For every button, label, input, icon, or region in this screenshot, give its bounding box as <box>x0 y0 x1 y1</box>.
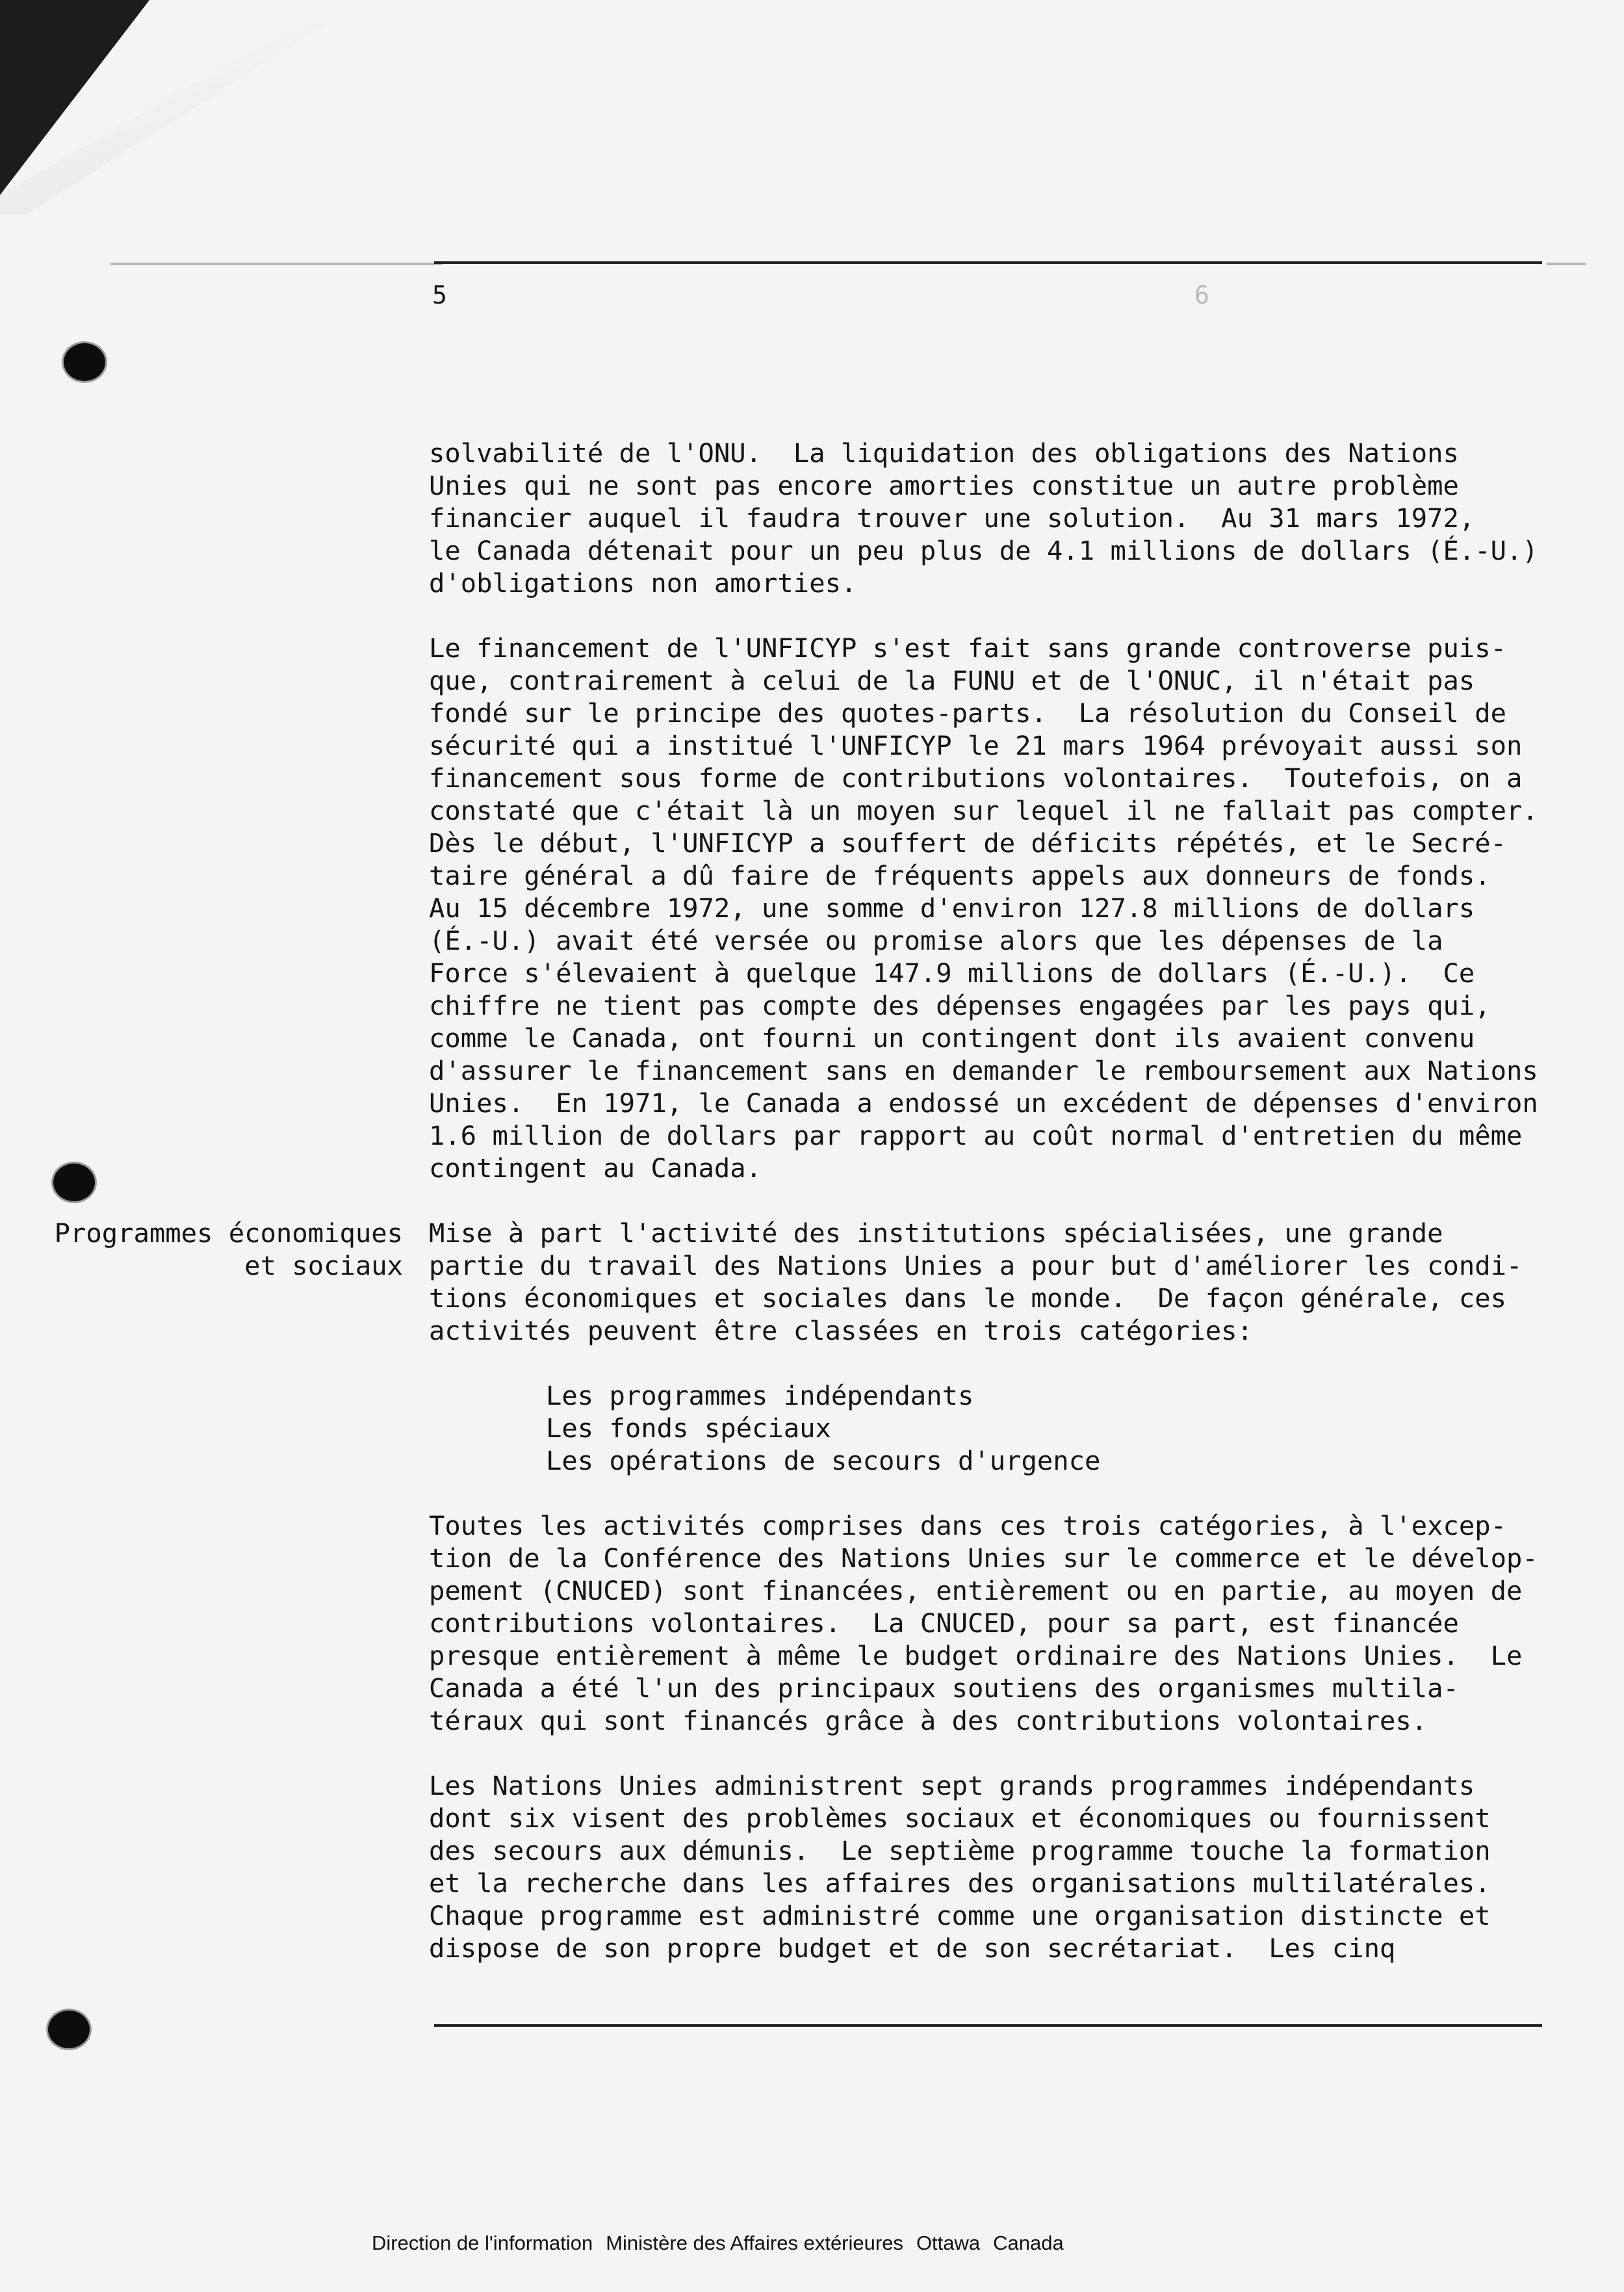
text-line: des secours aux démunis. Le septième programme touche la formation <box>429 1835 1491 1866</box>
text-line: d'assurer le financement sans en demander le remboursement aux Nations <box>429 1055 1538 1086</box>
header-rule <box>434 261 1542 264</box>
paragraph-unficyp <box>429 632 1599 1184</box>
margin-heading-line-2: et sociaux <box>244 1250 403 1281</box>
text-line: Toutes les activités comprises dans ces trois catégories, à l'excep- <box>429 1510 1507 1541</box>
text-line: Au 15 décembre 1972, une somme d'environ 127.8 millions de dollars <box>429 892 1475 924</box>
text-line: Canada a été l'un des principaux soutiens des organismes multila- <box>429 1673 1459 1704</box>
footer-rule <box>434 2024 1542 2027</box>
text-line: sécurité qui a institué l'UNFICYP le 21 mars 1964 prévoyait aussi son <box>429 730 1523 761</box>
text-line: Force s'élevaient à quelque 147.9 millions de dollars (É.-U.). Ce <box>429 957 1475 989</box>
facing-page-number: 6 <box>1194 281 1209 309</box>
text-line: financier auquel il faudra trouver une solution. Au 31 mars 1972, <box>429 502 1475 534</box>
text-line: Unies qui ne sont pas encore amorties constitue un autre problème <box>429 470 1459 501</box>
text-line: chiffre ne tient pas compte des dépenses engagées par les pays qui, <box>429 990 1491 1021</box>
text-line: d'obligations non amorties. <box>429 567 857 599</box>
list-item: Les opérations de secours d'urgence <box>546 1445 1101 1476</box>
text-line: contributions volontaires. La CNUCED, pour sa part, est financée <box>429 1608 1459 1639</box>
facing-page-rule <box>110 263 442 265</box>
text-line: Les Nations Unies administrent sept grands programmes indépendants <box>429 1770 1475 1801</box>
text-line: Mise à part l'activité des institutions spécialisées, une grande <box>429 1218 1443 1249</box>
paragraph-programmes-intro <box>429 1217 1599 1347</box>
text-line: Unies. En 1971, le Canada a endossé un excédent de dépenses d'environ <box>429 1087 1538 1119</box>
text-line: financement sous forme de contributions volontaires. Toutefois, on a <box>429 762 1523 794</box>
paragraph-cnuced <box>429 1509 1599 1737</box>
text-line: comme le Canada, ont fourni un contingent dont ils avaient convenu <box>429 1022 1475 1054</box>
text-line: et la recherche dans les affaires des organisations multilatérales. <box>429 1868 1491 1899</box>
text-line: Dès le début, l'UNFICYP a souffert de déficits répétés, et le Secré- <box>429 827 1507 859</box>
text-line: (É.-U.) avait été versée ou promise alors que les dépenses de la <box>429 925 1443 956</box>
margin-heading <box>39 1217 403 1282</box>
punch-hole-bottom <box>48 2011 90 2048</box>
margin-heading-line-1: Programmes économiques <box>54 1218 403 1249</box>
punch-hole-top <box>64 343 105 381</box>
text-line: tion de la Conférence des Nations Unies sur le commerce et le dévelop- <box>429 1543 1538 1574</box>
body-text <box>429 437 1599 1997</box>
text-line: taire général a dû faire de fréquents appels aux donneurs de fonds. <box>429 860 1491 891</box>
text-line: Le financement de l'UNFICYP s'est fait sans grande controverse puis- <box>429 632 1507 664</box>
text-line: dont six visent des problèmes sociaux et économiques ou fournissent <box>429 1803 1491 1834</box>
page-number: 5 <box>432 281 447 309</box>
footer-direction: Direction de l'information <box>372 2232 593 2254</box>
text-line: constaté que c'était là un moyen sur lequel il ne fallait pas compter. <box>429 795 1538 826</box>
text-line: solvabilité de l'ONU. La liquidation des obligations des Nations <box>429 437 1459 469</box>
footer-country: Canada <box>993 2232 1064 2254</box>
text-line: que, contrairement à celui de la FUNU et de l'ONUC, il n'était pas <box>429 665 1475 696</box>
text-line: le Canada détenait pour un peu plus de 4.1 millions de dollars (É.-U.) <box>429 535 1538 566</box>
text-line: 1.6 million de dollars par rapport au coût normal d'entretien du même <box>429 1120 1523 1151</box>
publisher-footer <box>372 2232 1077 2255</box>
facing-page-rule-right <box>1547 263 1586 265</box>
list-item: Les fonds spéciaux <box>546 1413 831 1444</box>
text-line: pement (CNUCED) sont financées, entièrement ou en partie, au moyen de <box>429 1575 1523 1606</box>
text-line: partie du travail des Nations Unies a pour but d'améliorer les condi- <box>429 1250 1523 1281</box>
text-line: Chaque programme est administré comme une organisation distincte et <box>429 1900 1491 1931</box>
punch-hole-middle <box>53 1164 95 1201</box>
text-line: fondé sur le principe des quotes-parts. La résolution du Conseil de <box>429 697 1507 729</box>
category-list <box>429 1379 1599 1477</box>
footer-city: Ottawa <box>916 2232 981 2254</box>
text-line: contingent au Canada. <box>429 1153 762 1184</box>
paragraph-sept-programmes <box>429 1769 1599 1964</box>
text-line: téraux qui sont financés grâce à des contributions volontaires. <box>429 1705 1428 1736</box>
text-line: dispose de son propre budget et de son secrétariat. Les cinq <box>429 1933 1396 1964</box>
text-line: activités peuvent être classées en trois catégories: <box>429 1315 1253 1346</box>
text-line: presque entièrement à même le budget ordinaire des Nations Unies. Le <box>429 1640 1523 1671</box>
text-line: tions économiques et sociales dans le monde. De façon générale, ces <box>429 1283 1507 1314</box>
footer-ministere: Ministère des Affaires extérieures <box>606 2232 903 2254</box>
paragraph-obligations <box>429 437 1599 599</box>
list-item: Les programmes indépendants <box>546 1380 974 1411</box>
